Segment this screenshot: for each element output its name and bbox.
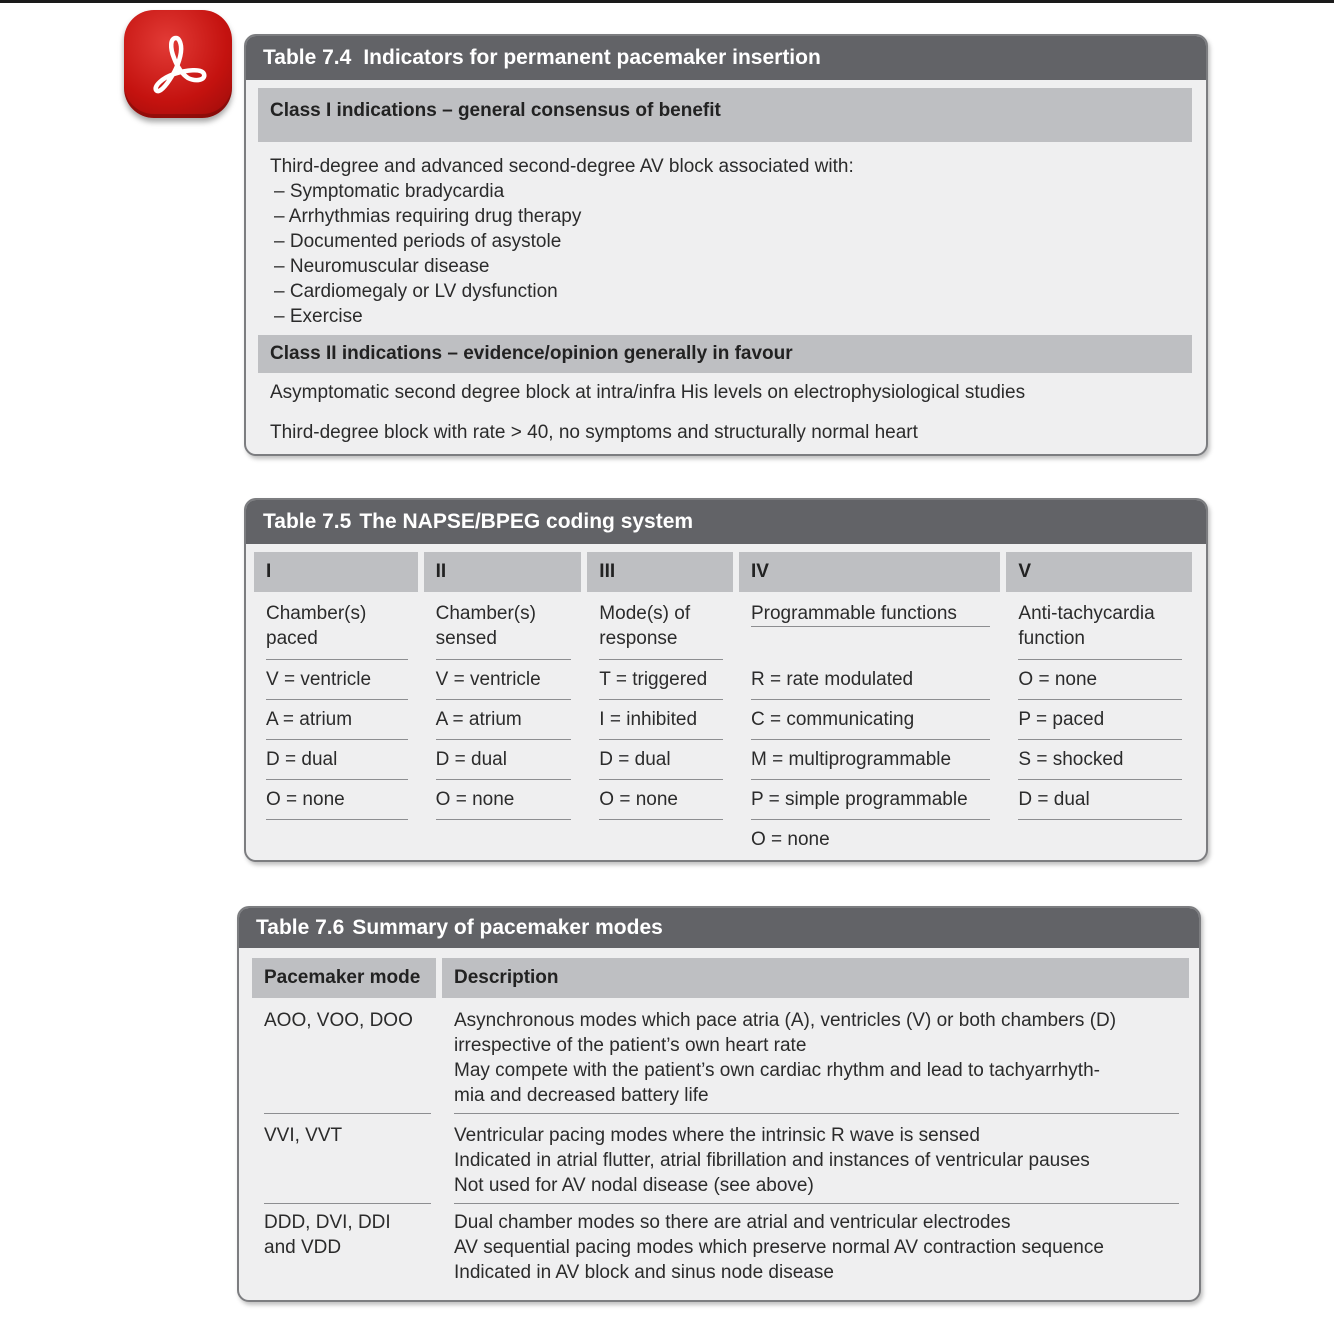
table-cell: O = none xyxy=(750,829,830,850)
column-head-mode: Pacemaker mode xyxy=(252,958,436,998)
column-i xyxy=(254,552,418,860)
column-iii xyxy=(587,552,733,860)
table-cell: O = none xyxy=(266,780,408,820)
table-7-4 xyxy=(244,34,1208,456)
column-title: Chamber(s) sensed xyxy=(436,592,572,660)
class2-item: Asymptomatic second degree block at intra/infra His levels on electrophysiological studies xyxy=(270,382,1026,403)
table-cell: D = dual xyxy=(1018,780,1182,820)
table-cell: O = none xyxy=(436,780,572,820)
description-line: irrespective of the patient’s own heart rate xyxy=(454,1035,807,1056)
table-cell: I = inhibited xyxy=(599,700,723,740)
table-cell: C = communicating xyxy=(751,700,990,740)
table-row xyxy=(264,998,1179,1114)
table-cell: M = multiprogrammable xyxy=(751,740,990,780)
acrobat-logo-icon xyxy=(146,32,210,96)
class1-intro: Third-degree and advanced second-degree AV block associated with: xyxy=(270,156,854,177)
table-title: Summary of pacemaker modes xyxy=(352,916,663,939)
column-ii xyxy=(424,552,582,860)
column-head: III xyxy=(587,552,733,592)
mode-cell: AOO, VOO, DOO xyxy=(264,1008,431,1114)
description-line: Ventricular pacing modes where the intrinsic R wave is sensed xyxy=(454,1125,980,1146)
description-line: Indicated in atrial flutter, atrial fibrillation and instances of ventricular pauses xyxy=(454,1150,1090,1171)
table-title: The NAPSE/BPEG coding system xyxy=(359,510,694,533)
table-row xyxy=(264,1114,1179,1204)
column-title: Chamber(s) paced xyxy=(266,592,408,660)
table-7-6 xyxy=(237,906,1201,1302)
column-v xyxy=(1006,552,1192,860)
table-number: Table 7.6 xyxy=(256,916,345,939)
top-rule xyxy=(0,0,1334,3)
mode-cell: DDD, DVI, DDI and VDD xyxy=(264,1212,391,1258)
table-cell: P = paced xyxy=(1018,700,1182,740)
table-number: Table 7.5 xyxy=(263,510,352,533)
column-title: Programmable functions xyxy=(751,592,990,627)
table-cell: A = atrium xyxy=(266,700,408,740)
class1-heading: Class I indications – general consensus of benefit xyxy=(258,88,1192,142)
list-item: – Neuromuscular disease xyxy=(274,256,490,277)
table-7-5 xyxy=(244,498,1208,862)
class2-heading: Class II indications – evidence/opinion generally in favour xyxy=(258,335,1192,373)
table-cell: O = none xyxy=(599,780,723,820)
table-cell: D = dual xyxy=(599,740,723,780)
table-header xyxy=(246,36,1206,80)
column-head: IV xyxy=(739,552,1000,592)
list-item: – Exercise xyxy=(274,306,363,327)
column-head: II xyxy=(424,552,582,592)
description-line: Asynchronous modes which pace atria (A), ventricles (V) or both chambers (D) xyxy=(454,1010,1117,1031)
table-cell: O = none xyxy=(1018,660,1182,700)
table-cell: D = dual xyxy=(266,740,408,780)
mode-cell: VVI, VVT xyxy=(264,1123,431,1204)
table-column-headers xyxy=(252,958,1189,998)
description-line: Not used for AV nodal disease (see above) xyxy=(454,1175,814,1196)
class2-item: Third-degree block with rate > 40, no symptoms and structurally normal heart xyxy=(270,422,918,443)
table-title: Indicators for permanent pacemaker insertion xyxy=(363,46,821,69)
table-cell: P = simple programmable xyxy=(751,780,990,820)
acrobat-reader-icon[interactable] xyxy=(124,10,232,118)
description-cell xyxy=(454,1008,1179,1114)
list-item: – Symptomatic bradycardia xyxy=(274,181,505,202)
table-cell: R = rate modulated xyxy=(751,660,990,700)
table-cell: D = dual xyxy=(436,740,572,780)
table-cell: T = triggered xyxy=(599,660,723,700)
coding-grid xyxy=(246,544,1206,860)
column-title: Mode(s) of response xyxy=(599,592,723,660)
description-line: May compete with the patient’s own cardiac rhythm and lead to tachyarrhyth- xyxy=(454,1060,1100,1081)
list-item: – Cardiomegaly or LV dysfunction xyxy=(274,281,558,302)
table-header xyxy=(239,908,1199,948)
list-item: – Arrhythmias requiring drug therapy xyxy=(274,206,582,227)
table-cell: S = shocked xyxy=(1018,740,1182,780)
class1-body xyxy=(246,142,1206,335)
description-cell xyxy=(454,1123,1179,1204)
description-line: mia and decreased battery life xyxy=(454,1085,709,1106)
table-cell: A = atrium xyxy=(436,700,572,740)
column-head: I xyxy=(254,552,418,592)
table-cell: V = ventricle xyxy=(436,660,572,700)
column-head: V xyxy=(1006,552,1192,592)
list-item: – Documented periods of asystole xyxy=(274,231,562,252)
description-line: AV sequential pacing modes which preserve normal AV contraction sequence xyxy=(454,1237,1104,1258)
table-header xyxy=(246,500,1206,544)
description-line: Dual chamber modes so there are atrial and ventricular electrodes xyxy=(454,1212,1011,1233)
column-head-description: Description xyxy=(442,958,1189,998)
column-iv xyxy=(739,552,1000,860)
table-cell: V = ventricle xyxy=(266,660,408,700)
description-line: Indicated in AV block and sinus node disease xyxy=(454,1262,834,1283)
table-row xyxy=(264,1204,1179,1285)
column-title: Anti-tachycardia function xyxy=(1018,592,1182,660)
description-cell xyxy=(454,1210,1179,1285)
table-number: Table 7.4 xyxy=(263,46,352,69)
